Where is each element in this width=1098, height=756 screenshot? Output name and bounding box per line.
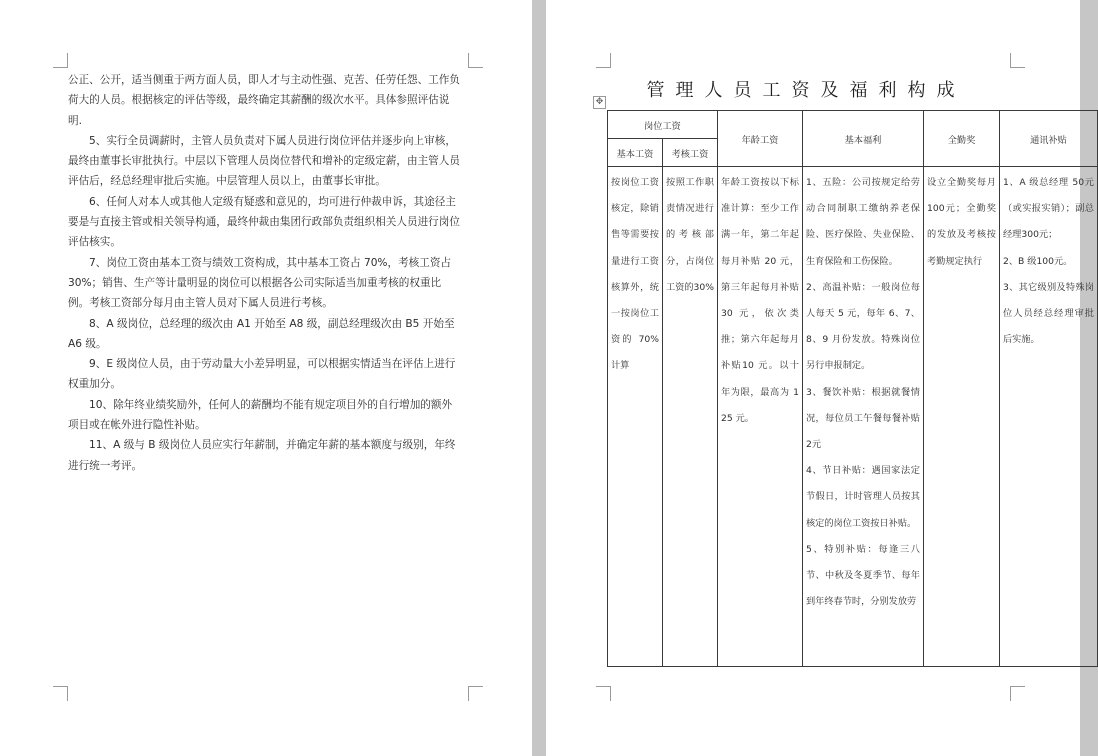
header-assess-wage: 考核工资 xyxy=(663,139,718,167)
header-basic-wage: 基本工资 xyxy=(608,139,663,167)
salary-welfare-table xyxy=(607,110,1098,667)
paragraph: 10、除年终业绩奖励外，任何人的薪酬均不能有规定项目外的自行增加的额外项目或在帐外进行隐性补贴。 xyxy=(68,398,453,432)
paragraph: 公正、公开，适当侧重于两方面人员，即人才与主动性强、克苦、任劳任怨、工作负荷大的人员。根据核定的评估等级，最终确定其薪酬的级次水平。具体参照评估说明. xyxy=(68,74,460,127)
welfare-item: 2、高温补贴：一般岗位每人每天 5 元，每年 6、7、8、9 月份发放。特殊岗位另行申报制定。 xyxy=(806,281,920,372)
paragraph: 11、A 级与 B 级岗位人员应实行年薪制，并确定年薪的基本额度与级别，年终进行统一考评。 xyxy=(68,439,456,472)
corner-mark-bottom-left xyxy=(53,686,68,701)
body-text xyxy=(68,70,462,476)
corner-mark-bottom-left xyxy=(596,686,611,701)
cell-basic-wage: 按岗位工资核定，除销售等需要按量进行工资核算外，统一按岗位工资的 70%计算 xyxy=(608,167,663,667)
comm-item: 3、其它级别及特殊岗位人员经总经理审批后实施。 xyxy=(1003,281,1094,346)
comm-item: 1、A 级总经理 50元（或实报实销）；副总经理300元； xyxy=(1003,177,1094,241)
header-basic-welfare: 基本福利 xyxy=(803,111,924,167)
header-attendance-bonus: 全勤奖 xyxy=(924,111,1000,167)
cell-comm-allowance xyxy=(1000,167,1098,667)
corner-mark-top-right xyxy=(468,53,483,68)
comm-item: 2、B 级100元。 xyxy=(1003,255,1073,267)
paragraph: 9、E 级岗位人员，由于劳动量大小差异明显，可以根据实情适当在评估上进行权重加分。 xyxy=(68,358,456,391)
cell-attendance-bonus: 设立全勤奖每月 100元；全勤奖的发放及考核按考勤规定执行 xyxy=(924,167,1000,667)
document-page-left xyxy=(0,0,532,756)
header-seniority-wage: 年龄工资 xyxy=(718,111,803,167)
cell-assess-wage: 按照工作职责情况进行的考核部分，占岗位工资的30% xyxy=(663,167,718,667)
paragraph: 7、岗位工资由基本工资与绩效工资构成，其中基本工资占 70%，考核工资占30%；销售、生产等计量明显的岗位可以根据各公司实际适当加重考核的权重比例。考核工资部分每月由主管人员对下属人员进行考核。 xyxy=(68,256,452,310)
welfare-item: 3、餐饮补贴：根据就餐情况，每位员工午餐每餐补贴 2元 xyxy=(806,386,920,451)
welfare-item: 4、节日补贴：遇国家法定节假日，计时管理人员按其核定的岗位工资按日补贴。 xyxy=(806,465,920,529)
cell-basic-welfare xyxy=(803,167,924,667)
welfare-item: 1、五险：公司按规定给劳动合同制职工缴纳养老保险、医疗保险、失业保险、生育保险和工伤保险。 xyxy=(806,177,920,267)
paragraph: 8、A 级岗位，总经理的级次由 A1 开始至 A8 级，副总经理级次由 B5 开始至A6 级。 xyxy=(68,317,455,350)
header-post-wage: 岗位工资 xyxy=(608,111,718,139)
document-page-right xyxy=(546,0,1094,756)
paragraph: 6、任何人对本人或其他人定级有疑惑和意见的，均可进行仲裁申诉，其途径主要是与直接主管或相关领导构通，最终仲裁由集团行政部负责组织相关人员进行岗位评估核实。 xyxy=(68,195,460,249)
paragraph: 5、实行全员调薪时，主管人员负责对下属人员进行岗位评估并逐步向上审核，最终由董事长审批执行。中层以下管理人员岗位替代和增补的定级定薪，由主管人员评估后，经总经理审批后实施。中层管理人员以上，由董事长审批。 xyxy=(68,134,460,188)
corner-mark-top-right xyxy=(1010,53,1025,68)
table-title: 管理人员工资及福利构成 xyxy=(646,80,966,101)
corner-mark-top-left xyxy=(53,53,68,68)
corner-mark-bottom-right xyxy=(1010,686,1025,701)
header-comm-allowance: 通讯补贴 xyxy=(1000,111,1098,167)
corner-mark-bottom-right xyxy=(468,686,483,701)
welfare-item: 5、特别补贴：每逢三八节、中秋及冬夏季节、每年到年终春节时，分别发放劳 xyxy=(806,543,920,608)
cell-seniority-wage: 年龄工资按以下标准计算：至少工作满一年，第二年起每月补贴 20 元，第三年起每月补贴30 元，依次类推；第六年起每月补贴10 元。以十年为限，最高为 125 元。 xyxy=(718,167,803,667)
corner-mark-top-left xyxy=(596,53,611,68)
move-handle-icon[interactable]: ✥ xyxy=(593,96,606,109)
